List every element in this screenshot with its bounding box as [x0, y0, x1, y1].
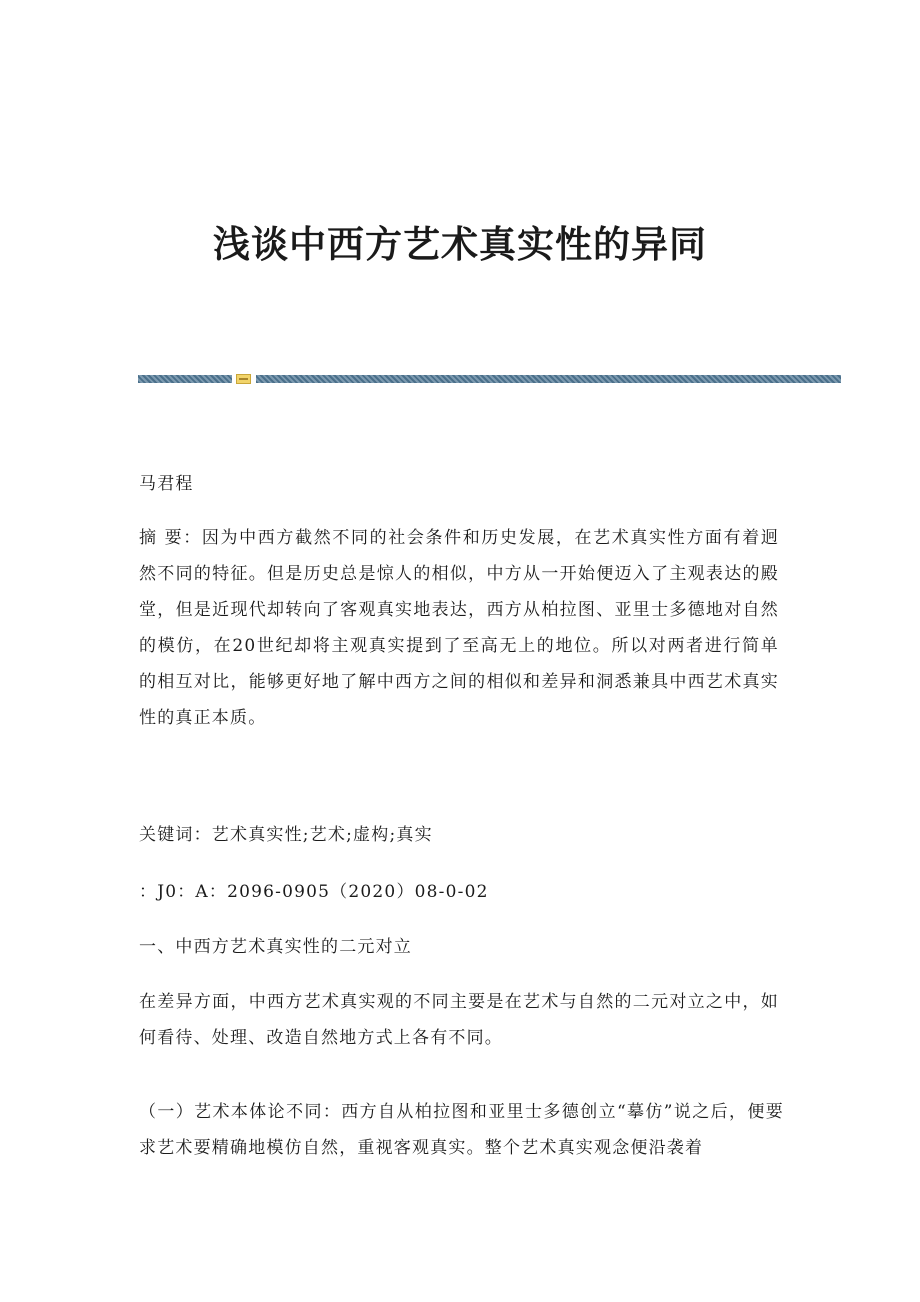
title-divider	[138, 374, 841, 384]
author-name: 马君程	[139, 474, 194, 494]
body-paragraph-1: 在差异方面，中西方艺术真实观的不同主要是在艺术与自然的二元对立之中，如何看待、处理、改造自然地方式上各有不同。	[139, 992, 779, 1048]
keywords-line: 关键词：艺术真实性;艺术;虚构;真实	[139, 825, 433, 845]
section-heading: 一、中西方艺术真实性的二元对立	[139, 937, 412, 957]
divider-bar-left	[138, 375, 232, 383]
divider-bar-right	[256, 375, 841, 383]
classification-line: ：J0：A：2096-0905（2020）08-0-02	[139, 882, 489, 902]
abstract-paragraph: 摘 要：因为中西方截然不同的社会条件和历史发展，在艺术真实性方面有着迥然不同的特征。但是历史总是惊人的相似，中方从一开始便迈入了主观表达的殿堂，但是近现代却转向了客观真实地表达，西方从柏拉图、亚里士多德地对自然的模仿，在20世纪却将主观真实提到了至高无上的地位。所以对两者进行简单的相互对比，能够更好地了解中西方之间的相似和差异和洞悉兼具中西艺术真实性的真正本质。	[139, 528, 779, 728]
body-paragraph-2: （一）艺术本体论不同：西方自从柏拉图和亚里士多德创立“摹仿”说之后，便要求艺术要精确地模仿自然，重视客观真实。整个艺术真实观念便沿袭着	[139, 1102, 784, 1158]
divider-ornament-icon	[236, 374, 251, 384]
document-title: 浅谈中西方艺术真实性的异同	[213, 222, 707, 266]
